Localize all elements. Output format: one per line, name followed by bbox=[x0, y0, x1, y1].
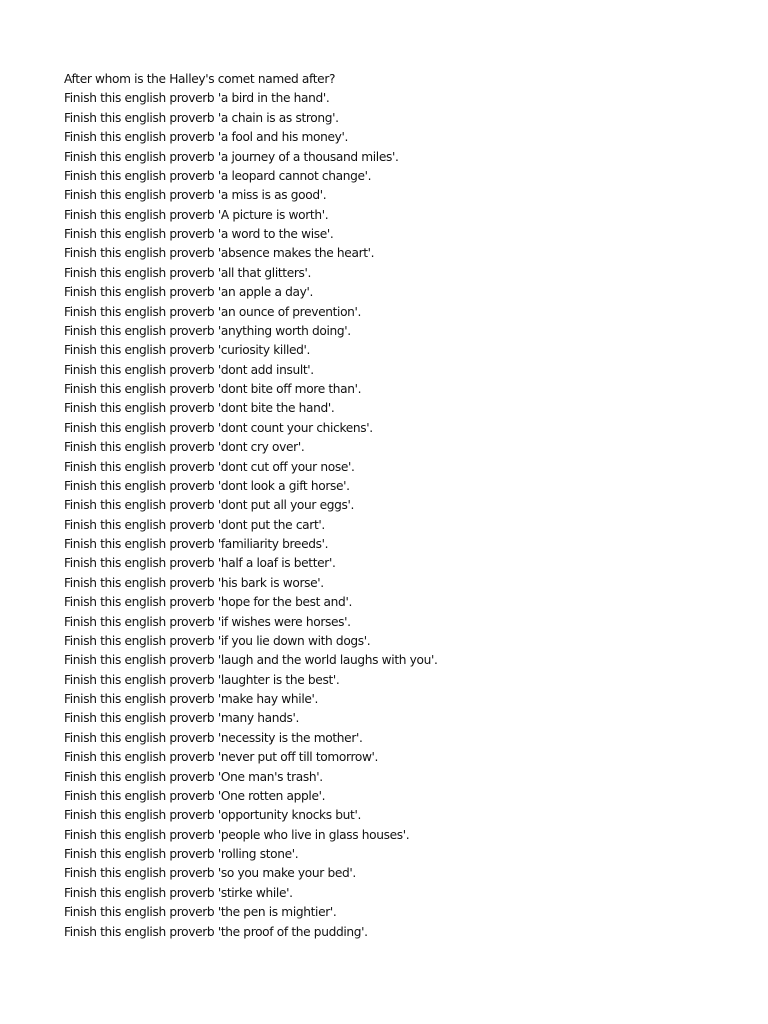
proverb-line: Finish this english proverb 'a journey of a thousand miles'. bbox=[64, 149, 399, 164]
proverb-line: Finish this english proverb 'familiarity breeds'. bbox=[64, 537, 329, 551]
proverb-line: Finish this english proverb 'so you make your bed'. bbox=[64, 866, 356, 881]
proverb-line: Finish this english proverb 'absence makes the heart'. bbox=[64, 246, 375, 261]
proverb-line: Finish this english proverb 'make hay while'. bbox=[64, 692, 319, 706]
proverb-line: Finish this english proverb 'half a loaf is better'. bbox=[64, 556, 336, 571]
proverb-line: Finish this english proverb 'anything worth doing'. bbox=[64, 323, 351, 338]
proverb-line: Finish this english proverb 'an ounce of prevention'. bbox=[64, 304, 362, 319]
proverb-line: Finish this english proverb 'the proof of the pudding'. bbox=[64, 924, 368, 939]
proverb-line: Finish this english proverb 'dont bite off more than'. bbox=[64, 382, 362, 396]
proverb-line: Finish this english proverb 'if you lie down with dogs'. bbox=[64, 633, 371, 648]
proverb-line: Finish this english proverb 'laugh and the world laughs with you'. bbox=[64, 653, 438, 668]
proverb-line: Finish this english proverb 'hope for the best and'. bbox=[64, 595, 352, 610]
proverb-line: Finish this english proverb 'stirke while'. bbox=[64, 885, 293, 900]
proverb-line: Finish this english proverb 'a fool and his money'. bbox=[64, 130, 349, 145]
proverb-line: Finish this english proverb 'rolling stone'. bbox=[64, 847, 299, 861]
proverb-line: Finish this english proverb 'a miss is as good'. bbox=[64, 188, 327, 203]
proverb-line: Finish this english proverb 'never put off till tomorrow'. bbox=[64, 750, 379, 765]
proverb-line: Finish this english proverb 'One rotten apple'. bbox=[64, 788, 326, 803]
proverb-line: Finish this english proverb 'people who live in glass houses'. bbox=[64, 827, 410, 842]
proverb-line: Finish this english proverb 'an apple a day'. bbox=[64, 285, 313, 300]
proverb-line: Finish this english proverb 'a word to the wise'. bbox=[64, 227, 334, 241]
proverb-line: Finish this english proverb 'if wishes were horses'. bbox=[64, 614, 351, 629]
proverb-line: Finish this english proverb 'a bird in the hand'. bbox=[64, 91, 330, 106]
proverb-line: Finish this english proverb 'laughter is the best'. bbox=[64, 672, 340, 687]
proverb-line: Finish this english proverb 'dont cry over'. bbox=[64, 440, 305, 455]
proverb-line: Finish this english proverb 'One man's trash'. bbox=[64, 769, 323, 784]
proverb-line: Finish this english proverb 'dont cut off your nose'. bbox=[64, 459, 355, 474]
proverb-line: Finish this english proverb 'curiosity killed'. bbox=[64, 343, 311, 358]
proverb-line: Finish this english proverb 'dont look a gift horse'. bbox=[64, 478, 350, 493]
proverb-line: Finish this english proverb 'opportunity knocks but'. bbox=[64, 808, 361, 823]
proverb-line: Finish this english proverb 'dont bite the hand'. bbox=[64, 401, 335, 416]
proverb-line: Finish this english proverb 'necessity is the mother'. bbox=[64, 730, 363, 745]
question-line: After whom is the Halley's comet named after? bbox=[64, 72, 336, 86]
proverb-line: Finish this english proverb 'A picture is worth'. bbox=[64, 207, 329, 222]
proverb-line: Finish this english proverb 'many hands'. bbox=[64, 711, 300, 726]
question-list bbox=[64, 70, 438, 942]
proverb-line: Finish this english proverb 'all that glitters'. bbox=[64, 265, 312, 280]
proverb-line: Finish this english proverb 'his bark is worse'. bbox=[64, 575, 324, 590]
proverb-line: Finish this english proverb 'a leopard cannot change'. bbox=[64, 168, 372, 183]
proverb-line: Finish this english proverb 'dont put all your eggs'. bbox=[64, 498, 355, 513]
proverb-line: Finish this english proverb 'a chain is as strong'. bbox=[64, 110, 339, 125]
proverb-line: Finish this english proverb 'dont count your chickens'. bbox=[64, 420, 373, 435]
proverb-line: Finish this english proverb 'dont add insult'. bbox=[64, 362, 314, 377]
proverb-line: Finish this english proverb 'dont put the cart'. bbox=[64, 517, 325, 532]
proverb-line: Finish this english proverb 'the pen is mightier'. bbox=[64, 905, 337, 920]
